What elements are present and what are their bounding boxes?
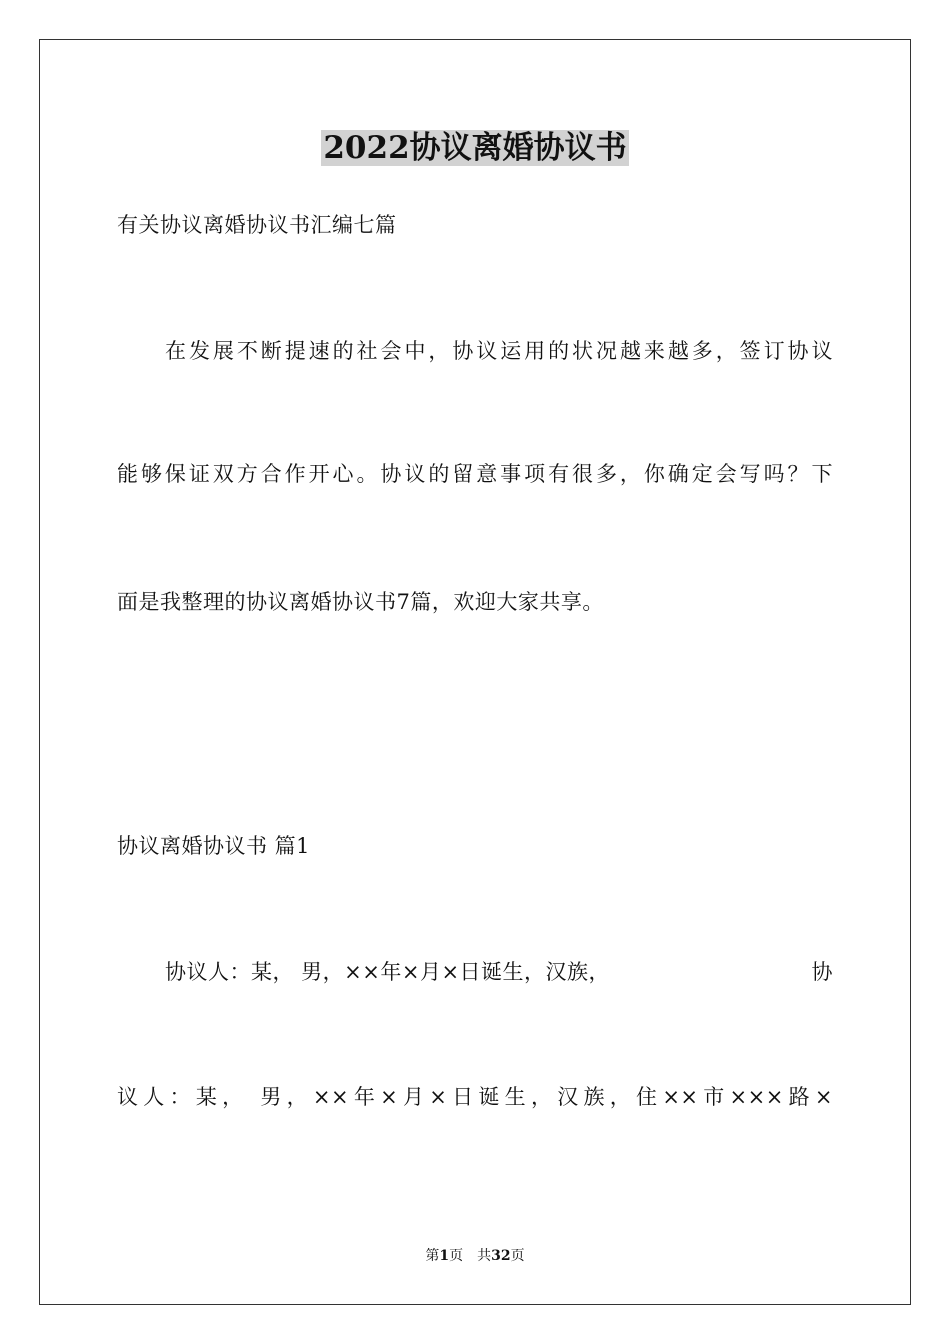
footer-page-suffix: 页	[449, 1248, 464, 1264]
section-line-2: 议人：某， 男，××年×月×日诞生，汉族，住××市×××路×	[117, 1085, 833, 1109]
document-title	[0, 126, 950, 170]
document-subtitle: 有关协议离婚协议书汇编七篇	[117, 213, 397, 237]
section-line-1-end: 协	[811, 960, 833, 984]
section-line-1	[117, 957, 833, 987]
footer-total-prefix: 共	[477, 1248, 492, 1264]
intro-line-2: 能够保证双方合作开心。协议的留意事项有很多，你确定会写吗？下	[117, 462, 833, 486]
footer-page-total: 32	[491, 1248, 511, 1264]
intro-line-1: 在发展不断提速的社会中，协议运用的状况越来越多，签订协议	[165, 339, 833, 363]
footer-page-prefix: 第	[425, 1248, 440, 1264]
intro-line-3: 面是我整理的协议离婚协议书7篇，欢迎大家共享。	[117, 590, 604, 614]
page-footer	[0, 1246, 950, 1266]
footer-page-current: 1	[439, 1248, 450, 1264]
section-heading: 协议离婚协议书 篇1	[117, 834, 311, 858]
footer-total-suffix: 页	[510, 1248, 525, 1264]
document-title-text: 2022协议离婚协议书	[323, 130, 627, 166]
section-line-1-text: 协议人：某， 男，××年×月×日诞生，汉族，	[165, 960, 611, 984]
